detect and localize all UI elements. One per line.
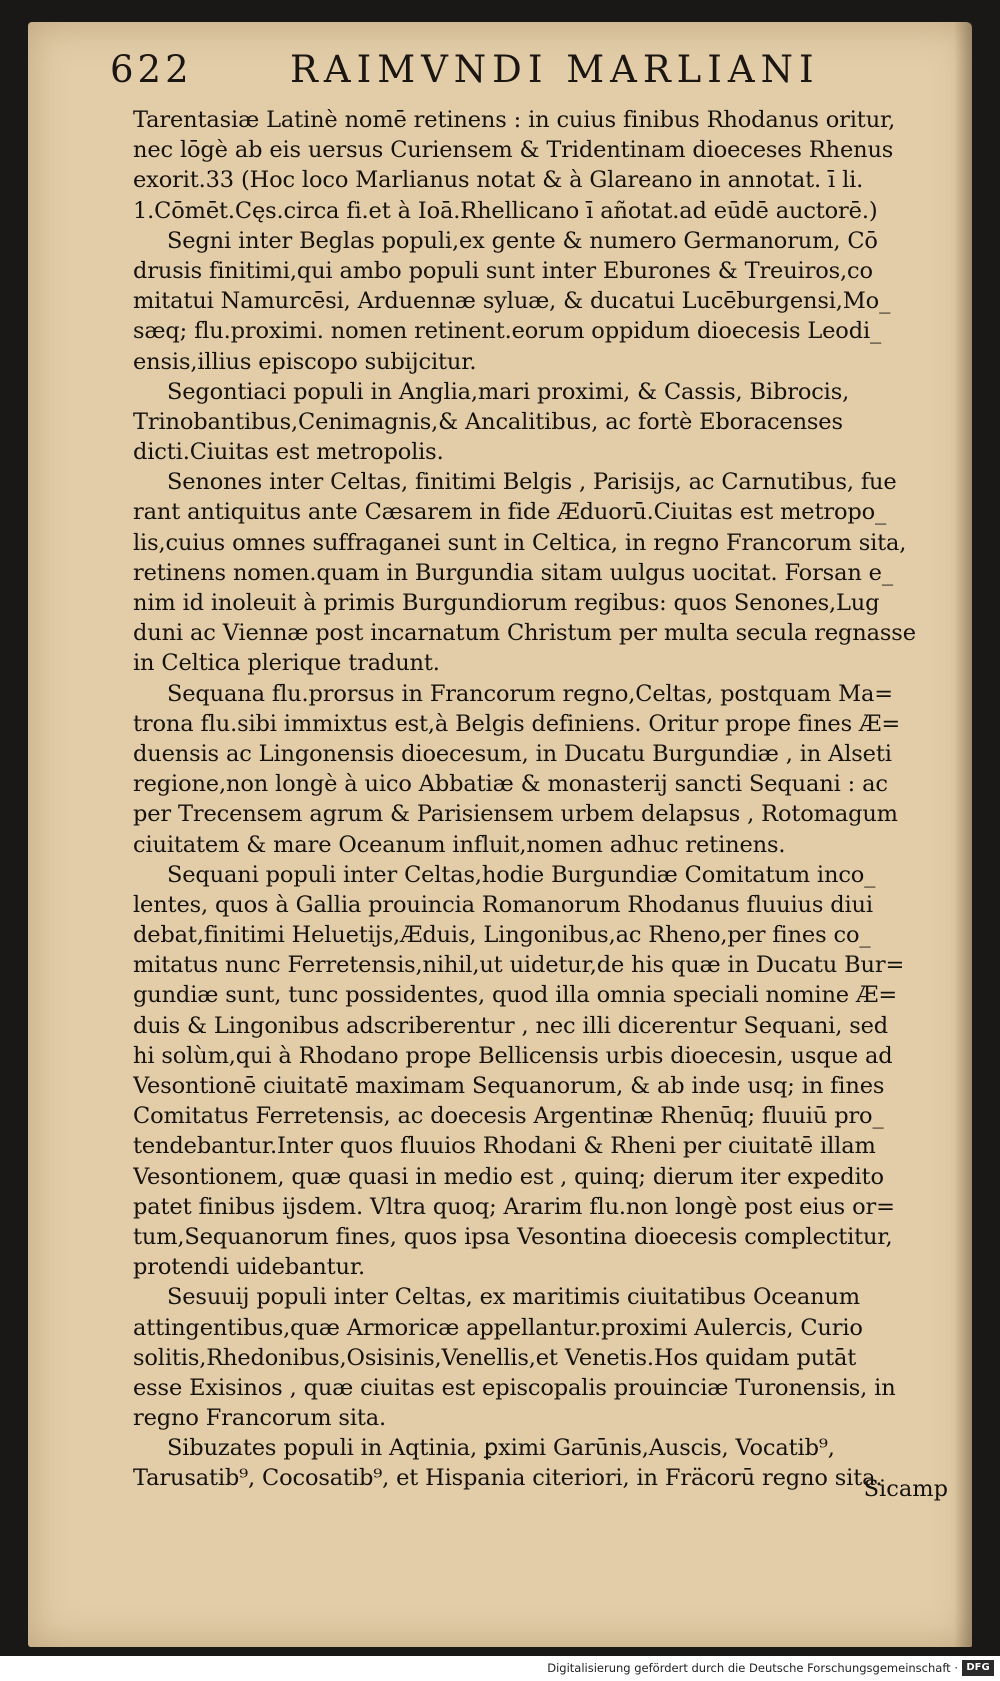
text-line: ciuitatem & mare Oceanum influit,nomen adhuc retinens. [133,831,786,858]
text-line: Sequana flu.prorsus in Francorum regno,Celtas, postquam Ma= [167,680,893,707]
text-line: per Trecensem agrum & Parisiensem urbem delapsus , Rotomagum [133,801,898,828]
text-line: hi solùm,qui à Rhodano prope Bellicensis urbis dioecesin, usque ad [133,1042,893,1069]
text-line: Sesuuij populi inter Celtas, ex maritimis ciuitatibus Oceanum [167,1284,860,1311]
page-edge-shadow [954,22,972,1647]
text-line: tum,Sequanorum fines, quos ipsa Vesontina dioecesis complectitur, [133,1223,893,1250]
text-line: Segni inter Beglas populi,ex gente & numero Germanorum, Cō [167,227,878,254]
footer-bar [0,1656,1000,1681]
text-line: drusis finitimi,qui ambo populi sunt inter Eburones & Treuiros,co [133,257,873,284]
text-line: sæq; flu.proximi. nomen retinent.eorum oppidum dioecesis Leodi_ [133,318,882,345]
page-header [110,48,930,98]
text-line: duensis ac Lingonensis dioecesum, in Ducatu Burgundiæ , in Alseti [133,740,892,767]
text-line: ensis,illius episcopo subijcitur. [133,348,477,375]
text-line: lentes, quos à Gallia prouincia Romanorum Rhodanus fluuius diui [133,891,873,918]
dfg-logo: DFG [962,1660,994,1676]
text-line: esse Exisinos , quæ ciuitas est episcopalis prouinciæ Turonensis, in [133,1374,896,1401]
running-title: RAIMVNDI MARLIANI [290,48,820,91]
text-line: Trinobantibus,Cenimagnis,& Ancalitibus, ac fortè Eboracenses [133,408,843,435]
text-line: dicti.Ciuitas est metropolis. [133,439,444,466]
text-line: in Celtica plerique tradunt. [133,650,440,677]
text-line: Senones inter Celtas, finitimi Belgis , Parisijs, ac Carnutibus, fue [167,469,897,496]
text-line: Tarusatib⁹, Cocosatib⁹, et Hispania citeriori, in Fräcorū regno sita. [133,1465,883,1492]
text-line: Vesontionem, quæ quasi in medio est , quinq; dierum iter expedito [133,1163,884,1190]
text-line: duis & Lingonibus adscriberentur , nec illi dicerentur Sequani, sed [133,1012,889,1039]
text-line: lis,cuius omnes suffraganei sunt in Celtica, in regno Francorum sita, [133,529,907,556]
text-line: gundiæ sunt, tunc possidentes, quod illa omnia speciali nomine Æ= [133,982,898,1009]
text-line: retinens nomen.quam in Burgundia sitam uulgus uocitat. Forsan e_ [133,559,893,586]
catchword: Sicamp [863,1476,948,1502]
text-line: mitatui Namurcēsi, Arduennæ syluæ, & ducatui Lucēburgensi,Mo_ [133,288,891,315]
text-line: attingentibus,quæ Armoricæ appellantur.proximi Aulercis, Curio [133,1314,863,1341]
text-line: duni ac Viennæ post incarnatum Christum per multa secula regnasse [133,620,916,647]
text-line: 1.Cōmēt.Cęs.circa fi.et à Ioā.Rhellicano ī añotat.ad eūdē auctorē.) [133,197,878,224]
text-line: trona flu.sibi immixtus est,à Belgis definiens. Oritur prope fines Æ= [133,710,901,737]
body-text [133,105,919,1494]
text-line: Comitatus Ferretensis, ac doecesis Argentinæ Rhenūq; fluuiū pro_ [133,1103,884,1130]
text-line: regno Francorum sita. [133,1405,387,1432]
text-line: nec lōgè ab eis uersus Curiensem & Tridentinam dioeceses Rhenus [133,137,894,164]
text-line: solitis,Rhedonibus,Osisinis,Venellis,et Venetis.Hos quidam putāt [133,1344,857,1371]
digitization-credit: Digitalisierung gefördert durch die Deutsche Forschungsgemeinschaft · [547,1661,958,1675]
text-line: Sibuzates populi in Aqtinia, ꝑximi Garūnis,Auscis, Vocatib⁹, [167,1435,835,1462]
text-line: Vesontionē ciuitatē maximam Sequanorum, & ab inde usq; in fines [133,1073,885,1099]
text-line: mitatus nunc Ferretensis,nihil,ut uidetur,de his quæ in Ducatu Bur= [133,952,905,979]
text-line: Sequani populi inter Celtas,hodie Burgundiæ Comitatum inco_ [167,861,876,888]
text-line: exorit.33 (Hoc loco Marlianus notat & à Glareano in annotat. ī li. [133,167,864,194]
text-line: regione,non longè à uico Abbatiæ & monasterij sancti Sequani : ac [133,771,888,798]
text-line: Tarentasiæ Latinè nomē retinens : in cuius finibus Rhodanus oritur, [133,107,896,133]
text-line: nim id inoleuit à primis Burgundiorum regibus: quos Senones,Lug [133,590,880,616]
text-line: Segontiaci populi in Anglia,mari proximi, & Cassis, Bibrocis, [167,378,850,405]
text-line: debat,finitimi Heluetijs,Æduis, Lingonibus,ac Rheno,per fines co_ [133,922,871,949]
text-line: protendi uidebantur. [133,1254,365,1281]
text-line: tendebantur.Inter quos fluuios Rhodani & Rheni per ciuitatē illam [133,1133,876,1160]
page-number: 622 [110,48,193,91]
text-line: rant antiquitus ante Cæsarem in fide Æduorū.Ciuitas est metropo_ [133,499,887,526]
text-line: patet finibus ijsdem. Vltra quoq; Ararim flu.non longè post eius or= [133,1193,895,1220]
